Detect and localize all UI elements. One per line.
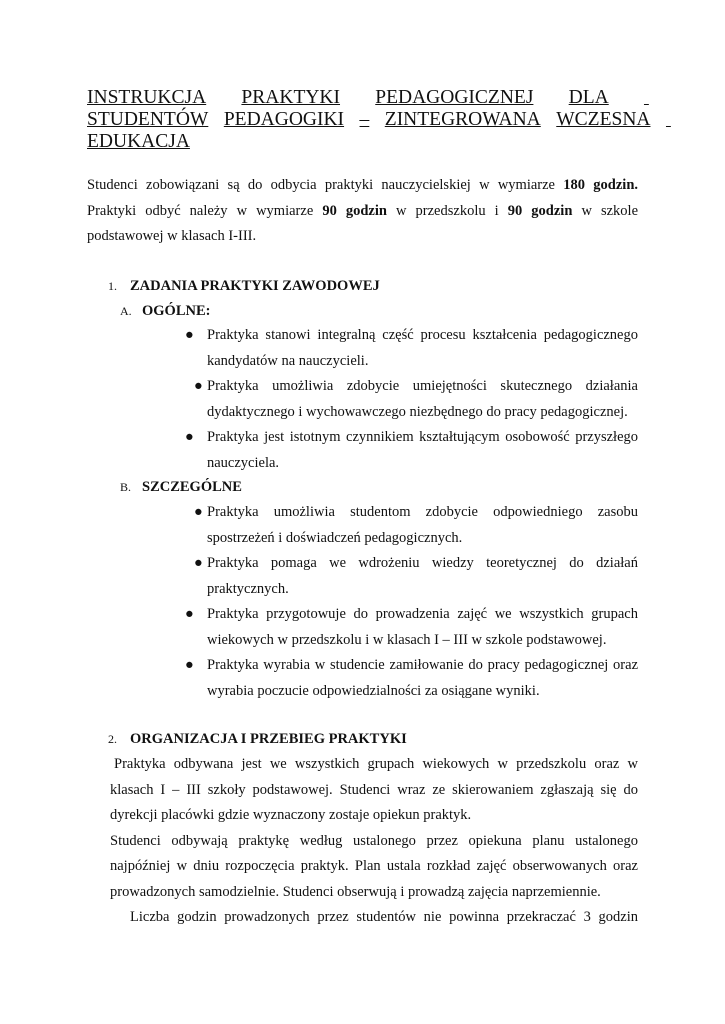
section-2-heading: 2. ORGANIZACJA I PRZEBIEG PRAKTYKI <box>108 731 407 747</box>
title-line-3: EDUKACJA <box>87 131 190 152</box>
list-item: ● Praktyka pomaga we wdrożeniu wiedzy teoretycznej do działań praktycznych. <box>207 551 638 602</box>
document-title <box>87 87 684 153</box>
list-item: ● Praktyka przygotowuje do prowadzenia zajęć we wszystkich grupach wiekowych w przedszkolu i w klasach I – III w szkole podstawowej. <box>207 602 638 653</box>
hours-preschool: 90 godzin <box>322 202 387 219</box>
bullet-icon: ● <box>185 606 194 622</box>
hours-school: 90 godzin <box>507 202 573 219</box>
list-item: ● Praktyka umożliwia studentom zdobycie odpowiedniego zasobu spostrzeżeń i doświadczeń pedagogicznych. <box>207 500 638 551</box>
list-item: ● Praktyka jest istotnym czynnikiem kształtującym osobowość przyszłego nauczyciela. <box>207 425 638 476</box>
section-2-paragraph-2: Studenci odbywają praktykę według ustalonego przez opiekuna planu ustalonego najpóźniej w dniu rozpoczęcia praktyk. Plan ustala rozkład zajęć obserwowanych oraz prowadzonych samodzielnie. Studenci obserwują i prowadzą zajęcia naprzemiennie. <box>110 832 638 900</box>
section-1a-list <box>185 323 638 476</box>
title-line-1: INSTRUKCJA PRAKTYKI PEDAGOGICZNEJ DLA <box>87 87 609 108</box>
list-item: ● Praktyka wyrabia w studencie zamiłowanie do pracy pedagogicznej oraz wyrabia poczucie odpowiedzialności za osiągane wyniki. <box>207 653 638 704</box>
section-1b-heading: B. SZCZEGÓLNE <box>120 479 242 495</box>
section-2-paragraph-3: Liczba godzin prowadzonych przez studentów nie powinna przekraczać 3 godzin <box>130 909 638 925</box>
bullet-icon: ● <box>185 429 194 445</box>
intro-paragraph: Studenci zobowiązani są do odbycia praktyki nauczycielskiej w wymiarze 180 godzin. Praktyki odbyć należy w wymiarze 90 godzin w przedszkolu i 90 godzin w szkole podstawowej w klasach I-III. <box>87 177 639 244</box>
bullet-icon: ● <box>194 378 203 394</box>
section-1a-heading: A. OGÓLNE: <box>120 303 211 319</box>
section-2-paragraph-1: Praktyka odbywana jest we wszystkich grupach wiekowych w przedszkolu oraz w klasach I – III szkoły podstawowej. Studenci wraz ze skierowaniem zgłaszają się do dyrekcji placówki gdzie wyznaczony zostaje opiekun praktyk. <box>110 756 638 823</box>
bullet-icon: ● <box>185 657 194 673</box>
section-2-body <box>110 752 638 931</box>
section-1b-list <box>185 500 638 704</box>
bullet-icon: ● <box>185 327 194 343</box>
section-1-heading: 1. ZADANIA PRAKTYKI ZAWODOWEJ <box>108 278 380 294</box>
hours-total: 180 godzin. <box>563 177 639 193</box>
list-item: ● Praktyka umożliwia zdobycie umiejętności skutecznego działania dydaktycznego i wychowawczego niezbędnego do pracy pedagogicznej. <box>207 374 638 425</box>
bullet-icon: ● <box>194 504 203 520</box>
list-item: ● Praktyka stanowi integralną część procesu kształcenia pedagogicznego kandydatów na nauczycieli. <box>207 323 638 374</box>
bullet-icon: ● <box>194 555 203 571</box>
title-line-2: STUDENTÓW PEDAGOGIKI – ZINTEGROWANA WCZESNA <box>87 109 651 130</box>
